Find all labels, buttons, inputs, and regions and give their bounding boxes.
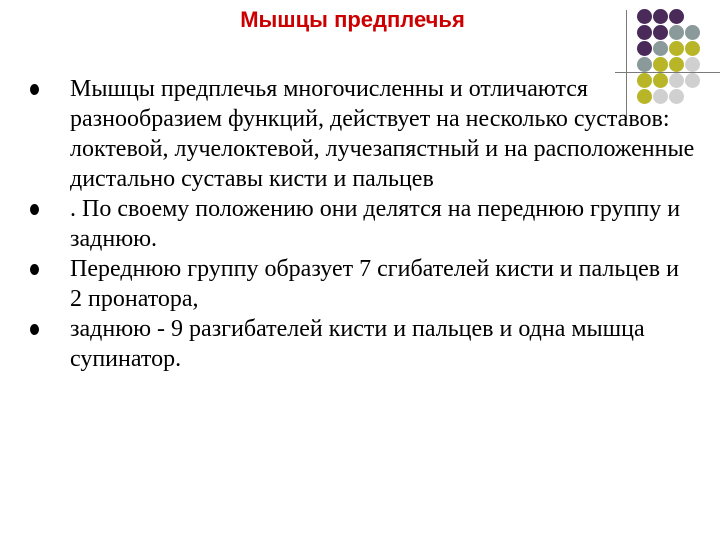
bullet-item [30,314,695,374]
bullet-text: заднюю - 9 разгибателей кисти и пальцев и одна мышца супинатор. [70,316,645,372]
bullet-icon [30,84,39,95]
decorative-dot [637,41,652,56]
decorative-dot [669,9,684,24]
slide-title: Мышцы предплечья [240,7,465,32]
decorative-dot [669,57,684,72]
bullet-item [30,74,695,194]
decorative-dot [653,9,668,24]
bullet-list [30,74,695,374]
bullet-text: Мышцы предплечья многочисленны и отличаются разнообразием функций, действует на несколько суставов: локтевой, лучелоктевой, лучезапястный и на расположенные дистально суставы кисти и пальцев [70,76,695,192]
decorative-dot [637,9,652,24]
decorative-dot [685,25,700,40]
bullet-text: . По своему положению они делятся на переднюю группу и заднюю. [70,196,681,252]
decorative-dot [685,41,700,56]
decorative-dot [669,25,684,40]
bullet-icon [30,204,39,215]
decorative-dot [637,25,652,40]
decorative-dot [653,57,668,72]
decorative-dot [653,41,668,56]
decorative-dot [637,57,652,72]
decorative-dot [669,41,684,56]
bullet-icon [30,324,39,335]
decorative-horizontal-line [615,72,720,73]
bullet-text: Переднюю группу образует 7 сгибателей кисти и пальцев и 2 пронатора, [70,256,679,312]
bullet-item [30,194,695,254]
bullet-item [30,254,695,314]
decorative-dot [653,25,668,40]
decorative-dot [685,57,700,72]
bullet-icon [30,264,39,275]
